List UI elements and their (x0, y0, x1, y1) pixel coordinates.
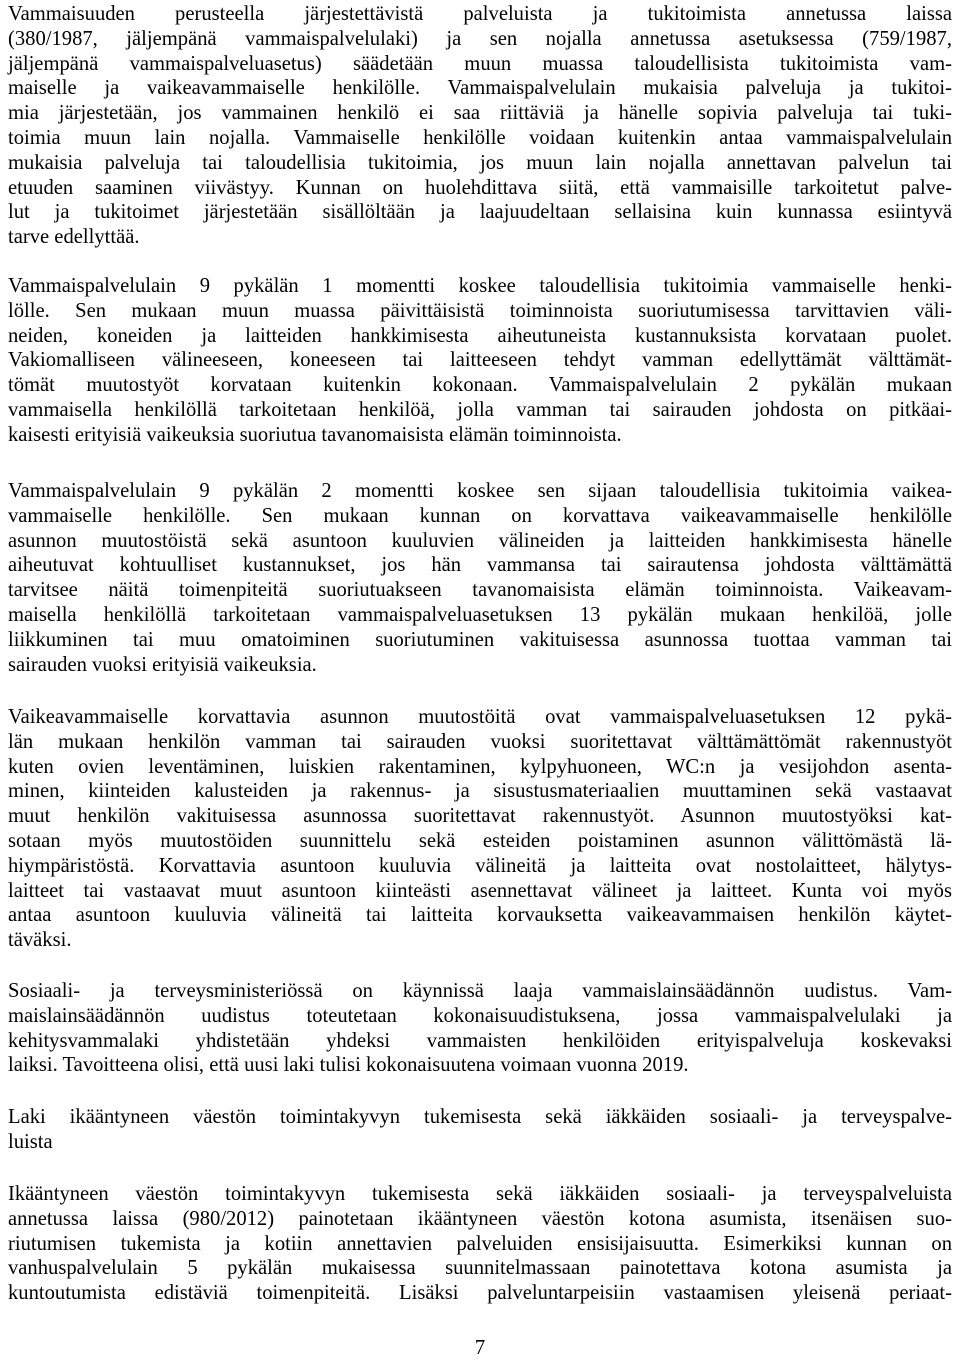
text-line: vanhuspalvelulain 5 pykälän mukaisessa suunnitelmassaan painotettava kotona asumista ja (8, 1257, 952, 1280)
text-line: tömät muutostyöt korvataan kuitenkin kokonaan. Vammaispalvelulain 2 pykälän mukaan (8, 374, 952, 397)
text-line: hiympäristöstä. Korvattavia asuntoon kuuluvia välineitä ja laitteita ovat nostolaitteet, hälytys- (8, 854, 952, 877)
text-line: Vammaispalvelulain 9 pykälän 2 momentti koskee sen sijaan taloudellisia tukitoimia vaikea- (8, 480, 952, 502)
text-line: kehitysvammalaki yhdistetään yhdeksi vammaisten henkilöiden erityispalveluja koskevaksi (8, 1029, 952, 1052)
text-line: sotaan myös muutostöiden suunnittelu sekä esteiden poistaminen asunnon välittömästä lä- (8, 829, 952, 852)
text-line: Vakiomalliseen välineeseen, koneeseen tai laitteeseen tehdyt vamman edellyttämät välttämät- (8, 349, 952, 372)
text-line: kaisesti erityisiä vaikeuksia suoriutua tavanomaisista elämän toiminnoista. (8, 423, 622, 446)
section-heading (8, 1105, 952, 1155)
text-line: riutumisen tukemista ja kotiin annettavien palveluiden ensisijaisuutta. Esimerkiksi kunnan on (8, 1232, 952, 1255)
text-line: mia järjestetään, jos vammainen henkilö ei saa riittäviä ja hänelle sopivia palveluja tai tuki- (8, 102, 952, 125)
text-line: minen, kiinteiden kalusteiden ja rakennus- ja sisustusmateriaalien muuttaminen sekä vastaavat (8, 780, 952, 803)
paragraph-7 (8, 1182, 952, 1306)
text-line: tarve edellyttää. (8, 226, 140, 249)
text-line: Vaikeavammaiselle korvattavia asunnon muutostöitä ovat vammaispalveluasetuksen 12 pykä- (8, 706, 952, 728)
text-line: annetussa laissa (980/2012) painotetaan ikääntyneen väestön kotona asumista, itsenäisen suo- (8, 1207, 952, 1230)
text-line: län mukaan henkilön vamman tai sairauden vuoksi suoritettavat välttämättömät rakennustyöt (8, 730, 952, 753)
paragraph-1 (8, 2, 952, 250)
text-line: maisella henkilöllä tarkoitetaan vammaispalveluasetuksen 13 pykälän mukaan henkilöä, jolle (8, 603, 952, 626)
text-line: tarvitsee näitä toimenpiteitä suoriutuakseen tavanomaisista elämän toiminnoista. Vaikeavam- (8, 579, 952, 602)
text-line: neiden, koneiden ja laitteiden hankkimisesta aiheutuneista kustannuksista korvataan puolet. (8, 324, 952, 347)
text-line: laiksi. Tavoitteena olisi, että uusi laki tulisi kokonaisuutena voimaan vuonna 2019. (8, 1054, 689, 1077)
text-line: (380/1987, jäljempänä vammaispalvelulaki) ja sen nojalla annetussa asetuksessa (759/1987, (8, 27, 952, 50)
text-line: maislainsäädännön uudistus toteutetaan kokonaisuudistuksena, jossa vammaispalvelulaki ja (8, 1004, 952, 1027)
text-line: vammaisella henkilöllä tarkoitetaan henkilöä, jolla vamman tai sairauden johdosta on pitkäai- (8, 398, 952, 421)
text-line: täväksi. (8, 929, 72, 952)
text-line: aiheutuvat kohtuulliset kustannukset, jos hän vammansa tai sairautensa johdosta välttämättä (8, 554, 952, 577)
text-line: vammaiselle henkilölle. Sen mukaan kunnan on korvattava vaikeavammaiselle henkilölle (8, 504, 952, 527)
paragraph-4 (8, 705, 952, 953)
text-line: Laki ikääntyneen väestön toimintakyvyn tukemisesta sekä iäkkäiden sosiaali- ja terveyspalve- (8, 1106, 952, 1128)
text-line: Sosiaali- ja terveysministeriössä on käynnissä laaja vammaislainsäädännön uudistus. Vam- (8, 980, 952, 1002)
text-line: kuntoutumista edistäviä toimenpiteitä. Lisäksi palveluntarpeisiin vastaamisen yleisenä periaat- (8, 1282, 952, 1305)
text-line: maiselle ja vaikeavammaiselle henkilölle. Vammaispalvelulain mukaisia palveluja ja tukitoi- (8, 77, 952, 100)
text-line: lut ja tukitoimet järjestetään sisällöltään ja laajuudeltaan sellaisina kuin kunnassa esiintyvä (8, 201, 952, 224)
text-line: jäljempänä vammaispalveluasetus) säädetään muun muassa taloudellisista tukitoimista vam- (8, 52, 952, 75)
text-line: antaa asuntoon kuuluvia välineitä tai laitteita korvauksetta vaikeavammaisen henkilön käytet- (8, 904, 952, 927)
text-line: etuuden saaminen viivästyy. Kunnan on huolehdittava siitä, että vammaisille tarkoitetut palve- (8, 176, 952, 199)
paragraph-5 (8, 979, 952, 1078)
text-line: toimia muun lain nojalla. Vammaiselle henkilölle voidaan kuitenkin antaa vammaispalvelulain (8, 126, 952, 149)
text-line: lölle. Sen mukaan muun muassa päivittäisistä toiminnoista suoriutumisessa tarvittavien väli- (8, 299, 952, 322)
text-line: luista (8, 1130, 53, 1153)
text-line: asunnon muutostöistä sekä asuntoon kuuluvien välineiden ja laitteiden hankkimisesta hänelle (8, 529, 952, 552)
text-line: laitteet tai vastaavat muut asuntoon kiinteästi asennettavat välineet ja laitteet. Kunta voi myös (8, 879, 952, 902)
text-line: Vammaispalvelulain 9 pykälän 1 momentti koskee taloudellisia tukitoimia vammaiselle henki- (8, 275, 952, 297)
text-line: Ikääntyneen väestön toimintakyvyn tukemisesta sekä iäkkäiden sosiaali- ja terveyspalveluista (8, 1183, 952, 1205)
text-line: mukaisia palveluja tai taloudellisia tukitoimia, jos muun lain nojalla annettavan palvelun tai (8, 151, 952, 174)
text-line: Vammaisuuden perusteella järjestettävistä palveluista ja tukitoimista annetussa laissa (8, 3, 952, 25)
paragraph-3 (8, 479, 952, 677)
text-line: liikkuminen tai muu omatoiminen suoriutuminen vakituisessa asunnossa tuottaa vamman tai (8, 628, 952, 651)
text-line: kuten ovien leventäminen, luiskien rakentaminen, kylpyhuoneen, WC:n ja vesijohdon asenta- (8, 755, 952, 778)
text-line: muut henkilön vakituisessa asunnossa suoritettavat rakennustyöt. Asunnon muutostyöksi kat- (8, 805, 952, 828)
paragraph-2 (8, 274, 952, 448)
page-number: 7 (474, 1337, 486, 1359)
text-line: sairauden vuoksi erityisiä vaikeuksia. (8, 653, 317, 676)
